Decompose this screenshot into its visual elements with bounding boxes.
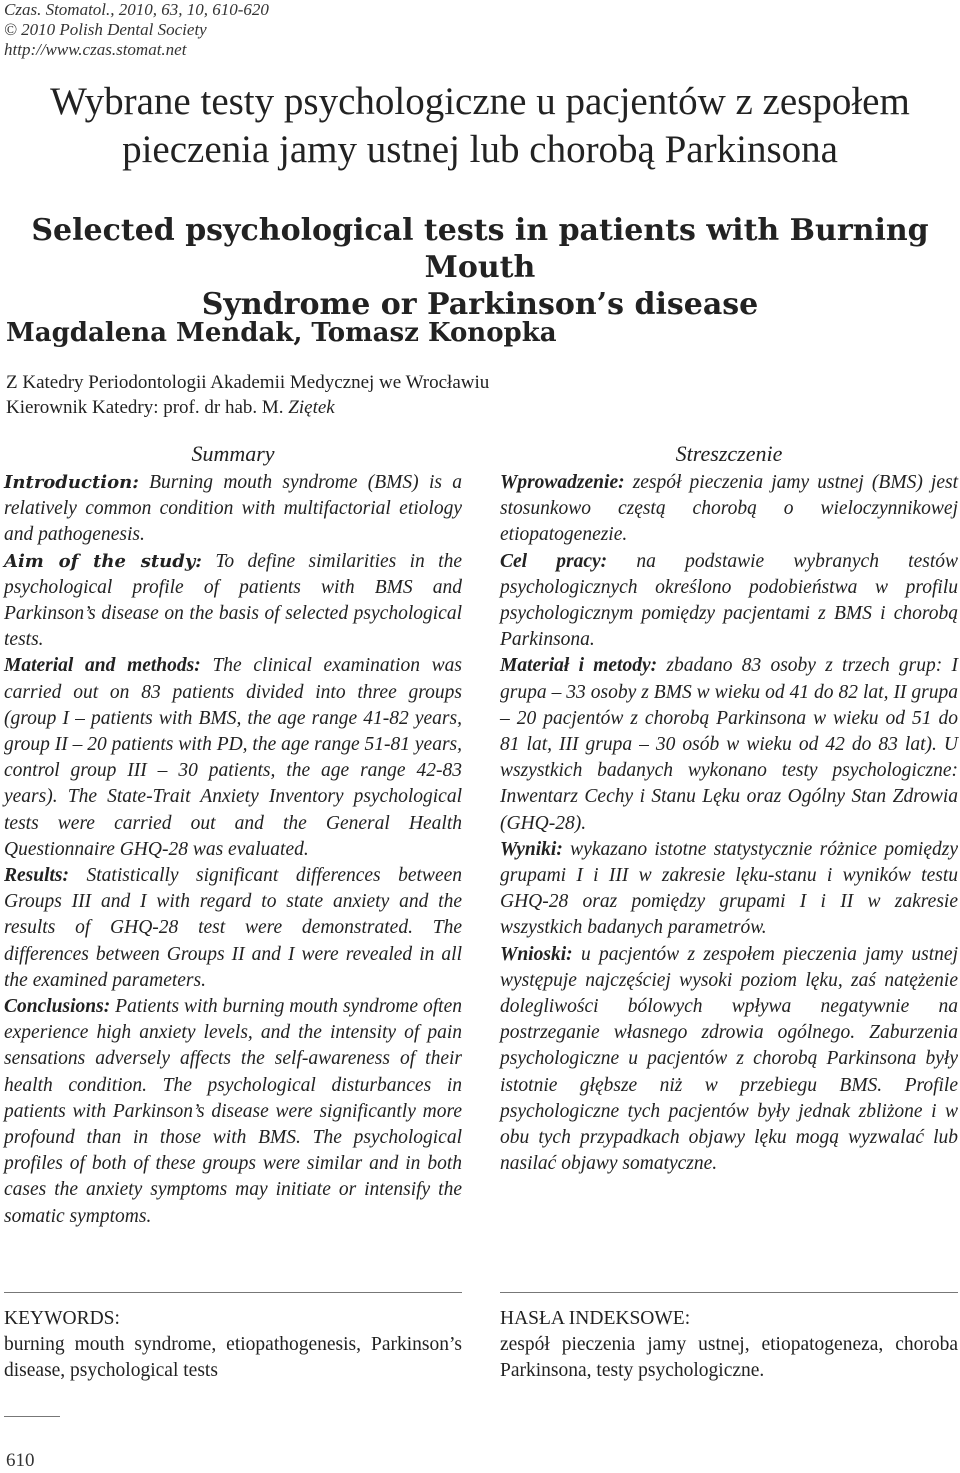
streszczenie-column	[500, 440, 958, 1177]
title-polish-line-1: Wybrane testy psychologiczne u pacjentów z zespołem	[50, 80, 910, 123]
department: Z Katedry Periodontologii Akademii Medycznej we Wrocławiu	[6, 372, 490, 393]
department-head-prefix: Kierownik Katedry: prof. dr hab. M.	[6, 397, 284, 418]
title-polish	[0, 78, 960, 174]
journal-citation: Czas. Stomatol., 2010, 63, 10, 610-620	[4, 0, 269, 19]
hasla-label: HASŁA INDEKSOWE:	[500, 1308, 691, 1329]
summary-conclusions-label: Conclusions:	[4, 996, 111, 1018]
streszczenie-results-text: wykazano istotne statystycznie różnice pomiędzy grupami I i III w zakresie lęku-stanu i wyników testu GHQ-28 oraz pomiędzy grupami I i II w zakresie wszystkich badanych parametrów.	[500, 838, 958, 939]
summary-results	[4, 863, 462, 994]
summary-methods-text: The clinical examination was carried out on 83 patients divided into three groups (group I – patients with BMS, the age range 41-82 years, group II – 20 patients with PD, the age range 51-81 years, control group III – 30 patients, the age range 42-83 years). The State-Trait Anxiety Inventory psychological tests were carried out and the General Health Questionnaire GHQ-28 was evaluated.	[4, 655, 463, 860]
footer-rule	[4, 1416, 60, 1417]
hasla-block	[500, 1306, 958, 1384]
hasla-text: zespół pieczenia jamy ustnej, etiopatogeneza, choroba Parkinsona, testy psychologiczne.	[500, 1334, 958, 1381]
keywords-block	[4, 1306, 462, 1384]
streszczenie-heading: Streszczenie	[675, 441, 783, 466]
summary-methods-label: Material and methods:	[4, 655, 201, 677]
streszczenie-introduction-text: zespół pieczenia jamy ustnej (BMS) jest stosunkowo częstą chorobą o wieloczynnikowej etiopatogenezie.	[500, 472, 958, 546]
title-english-line-1: Selected psychological tests in patients with Burning Mouth	[31, 213, 929, 285]
streszczenie-introduction-label: Wprowadzenie:	[500, 472, 625, 493]
society-copyright: © 2010 Polish Dental Society	[4, 20, 207, 39]
summary-aim-text: To define similarities in the psychological profile of patients with BMS and Parkinson’s disease on the basis of selected psychological tests.	[4, 550, 462, 651]
summary-introduction-label: Introduction:	[4, 472, 139, 493]
streszczenie-conclusions-label: Wnioski:	[500, 943, 573, 965]
summary-aim	[4, 549, 462, 654]
department-head-name: Ziętek	[288, 397, 335, 418]
streszczenie-results-label: Wyniki:	[500, 838, 563, 860]
page-number: 610	[6, 1450, 35, 1471]
title-english	[0, 212, 960, 323]
streszczenie-aim-label: Cel pracy:	[500, 550, 608, 572]
streszczenie-methods-text: zbadano 83 osoby z trzech grup: I grupa – 33 osoby z BMS w wieku od 41 do 82 lat, II grupa – 20 pacjentów z chorobą Parkinsona w wieku od 51 do 81 lat, III grupa – 30 osób w wieku od 42 do 83 lat). U wszystkich badanych wykonano testy psychologiczne: Inwentarz Cechy i Stanu Lęku oraz Ogólny Stan Zdrowia (GHQ-28).	[500, 655, 959, 834]
summary-aim-label: Aim of the study:	[4, 550, 202, 572]
title-polish-line-2: pieczenia jamy ustnej lub chorobą Parkinsona	[122, 128, 838, 171]
affiliation	[6, 370, 906, 420]
journal-header	[4, 0, 404, 60]
summary-heading: Summary	[191, 441, 275, 466]
summary-introduction-text: Burning mouth syndrome (BMS) is a relatively common condition with multifactorial etiology and pathogenesis.	[4, 472, 462, 546]
authors: Magdalena Mendak, Tomasz Konopka	[6, 318, 557, 348]
summary-conclusions-text: Patients with burning mouth syndrome often experience high anxiety levels, and the intensity of pain sensations adversely affects the self-awareness of their health condition. The psychological disturbances in patients with Parkinson’s disease were significantly more profound than in those with BMS. The psychological profiles of both of these groups were similar and in both cases the anxiety symptoms may initiate or intensify the somatic symptoms.	[4, 996, 463, 1227]
streszczenie-results	[500, 837, 958, 942]
title-english-line-2: Syndrome or Parkinson’s disease	[201, 287, 759, 322]
keywords-text: burning mouth syndrome, etiopathogenesis, Parkinson’s disease, psychological tests	[4, 1334, 462, 1381]
streszczenie-conclusions	[500, 942, 958, 1178]
summary-results-label: Results:	[4, 865, 70, 887]
department-head	[6, 395, 906, 420]
streszczenie-methods-label: Materiał i metody:	[500, 655, 658, 677]
summary-methods	[4, 653, 462, 863]
streszczenie-aim-text: na podstawie wybranych testów psychologicznych określono podobieństwa w profilu psychologicznym pomiędzy pacjentami z BMS i chorobą Parkinsona.	[500, 550, 959, 651]
streszczenie-conclusions-text: u pacjentów z zespołem pieczenia jamy ustnej występuje najczęściej wysoki poziom lęku, zaś natężenie dolegliwości bólowych wpływa negatywnie na postrzeganie własnego zdrowia ogólnego. Zaburzenia psychologiczne u pacjentów z chorobą Parkinsona były istotnie głębsze niż w przebiegu BMS. Profile psychologiczne tych pacjentów były jednak zbliżone i w obu tych przypadkach objawy lęku mogą wyzwalać lub nasilać objawy somatyczne.	[500, 943, 958, 1175]
summary-results-text: Statistically significant differences between Groups III and I with regard to state anxiety and the results of GHQ-28 test were demonstrated. The differences between Groups II and I were revealed in all the examined parameters.	[4, 865, 462, 991]
streszczenie-aim	[500, 549, 958, 654]
streszczenie-introduction	[500, 470, 958, 549]
hasla-divider	[500, 1292, 958, 1293]
keywords-divider	[4, 1292, 462, 1293]
journal-url[interactable]: http://www.czas.stomat.net	[4, 40, 187, 59]
streszczenie-methods	[500, 653, 958, 836]
summary-column	[4, 440, 462, 1230]
summary-conclusions	[4, 994, 462, 1230]
keywords-label: KEYWORDS:	[4, 1308, 120, 1329]
summary-introduction	[4, 470, 462, 549]
